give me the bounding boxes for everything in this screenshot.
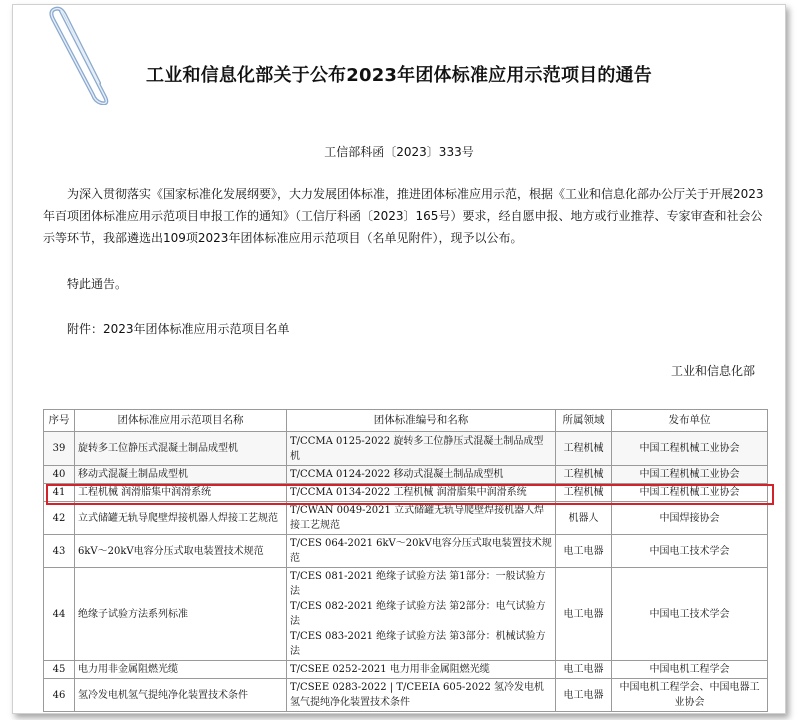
cell-standard: T/CSEE 0283-2022 | T/CEEIA 605-2022 氢冷发电机氢气提纯净化装置技术条件 [287, 679, 556, 712]
cell-field: 电工电器 [556, 661, 612, 679]
document-title: 工业和信息化部关于公布2023年团体标准应用示范项目的通告 [146, 65, 652, 86]
cell-field: 电工电器 [556, 679, 612, 712]
cell-project-name: 移动式混凝土制品成型机 [75, 466, 287, 484]
cell-publisher: 中国焊接协会 [612, 502, 768, 535]
cell-project-name: 氢冷发电机氢气提纯净化装置技术条件 [75, 679, 287, 712]
table-row [44, 568, 768, 661]
header-standard: 团体标准编号和名称 [287, 410, 556, 432]
cell-standard [287, 568, 556, 661]
cell-publisher: 中国电机工程学会 [612, 661, 768, 679]
cell-no: 43 [44, 535, 75, 568]
header-field: 所属领域 [556, 410, 612, 432]
cell-project-name: 电力用非金属阻燃光缆 [75, 661, 287, 679]
table-row [44, 502, 768, 535]
cell-field: 电工电器 [556, 535, 612, 568]
standard-line: T/CES 082-2021 绝缘子试验方法 第2部分：电气试验方法 [290, 601, 546, 627]
cell-field: 工程机械 [556, 432, 612, 466]
table-header-row [44, 410, 768, 432]
table-row-highlighted [44, 484, 768, 502]
cell-no: 46 [44, 679, 75, 712]
cell-field: 工程机械 [556, 466, 612, 484]
cell-project-name: 旋转多工位静压式混凝土制品成型机 [75, 432, 287, 466]
cell-project-name: 立式储罐无轨导爬壁焊接机器人焊接工艺规范 [75, 502, 287, 535]
attachment-line: 附件：2023年团体标准应用示范项目名单 [67, 322, 290, 336]
cell-field: 工程机械 [556, 484, 612, 502]
cell-publisher: 中国工程机械工业协会 [612, 432, 768, 466]
cell-no: 42 [44, 502, 75, 535]
document-page [12, 4, 786, 714]
table-row [44, 432, 768, 466]
cell-standard: T/CCMA 0134-2022 工程机械 润滑脂集中润滑系统 [287, 484, 556, 502]
cell-project-name: 工程机械 润滑脂集中润滑系统 [75, 484, 287, 502]
cell-field: 机器人 [556, 502, 612, 535]
notice-text: 特此通告。 [67, 277, 128, 291]
cell-publisher: 中国工程机械工业协会 [612, 466, 768, 484]
cell-standard: T/CCMA 0125-2022 旋转多工位静压式混凝土制品成型机 [287, 432, 556, 466]
document-number: 工信部科函〔2023〕333号 [324, 145, 474, 159]
table-row [44, 661, 768, 679]
cell-publisher: 中国电工技术学会 [612, 535, 768, 568]
cell-standard: T/CCMA 0124-2022 移动式混凝土制品成型机 [287, 466, 556, 484]
document-paragraph: 为深入贯彻落实《国家标准化发展纲要》，大力发展团体标准，推进团体标准应用示范，根据《工业和信息化部办公厅关于开展2023年百项团体标准应用示范项目申报工作的通知》（工信厅科函〔2023〕165号）要求，经自愿申报、地方或行业推荐、专家审查和社会公示等环节，我部遴选出109项2023年团体标准应用示范项目（名单见附件），现予以公布。 [43, 187, 764, 245]
cell-no: 41 [44, 484, 75, 502]
project-table [43, 409, 768, 712]
header-no: 序号 [44, 410, 75, 432]
cell-no: 40 [44, 466, 75, 484]
header-publisher: 发布单位 [612, 410, 768, 432]
table-row [44, 535, 768, 568]
cell-project-name: 6kV～20kV电容分压式取电装置技术规范 [75, 535, 287, 568]
standard-line: T/CES 081-2021 绝缘子试验方法 第1部分：一般试验方法 [290, 571, 546, 597]
cell-project-name: 绝缘子试验方法系列标准 [75, 568, 287, 661]
cell-field: 电工电器 [556, 568, 612, 661]
standard-line: T/CES 083-2021 绝缘子试验方法 第3部分：机械试验方法 [290, 631, 546, 657]
cell-publisher: 中国电机工程学会、中国电器工业协会 [612, 679, 768, 712]
cell-publisher: 中国工程机械工业协会 [612, 484, 768, 502]
signer: 工业和信息化部 [670, 364, 755, 378]
cell-standard: T/CSEE 0252-2021 电力用非金属阻燃光缆 [287, 661, 556, 679]
table-row [44, 466, 768, 484]
cell-no: 45 [44, 661, 75, 679]
paperclip-icon [31, 5, 111, 105]
table-row [44, 679, 768, 712]
cell-standard: T/CES 064-2021 6kV～20kV电容分压式取电装置技术规范 [287, 535, 556, 568]
cell-standard: T/CWAN 0049-2021 立式储罐无轨导爬壁焊接机器人焊接工艺规范 [287, 502, 556, 535]
header-project-name: 团体标准应用示范项目名称 [75, 410, 287, 432]
cell-publisher: 中国电工技术学会 [612, 568, 768, 661]
cell-no: 44 [44, 568, 75, 661]
cell-no: 39 [44, 432, 75, 466]
